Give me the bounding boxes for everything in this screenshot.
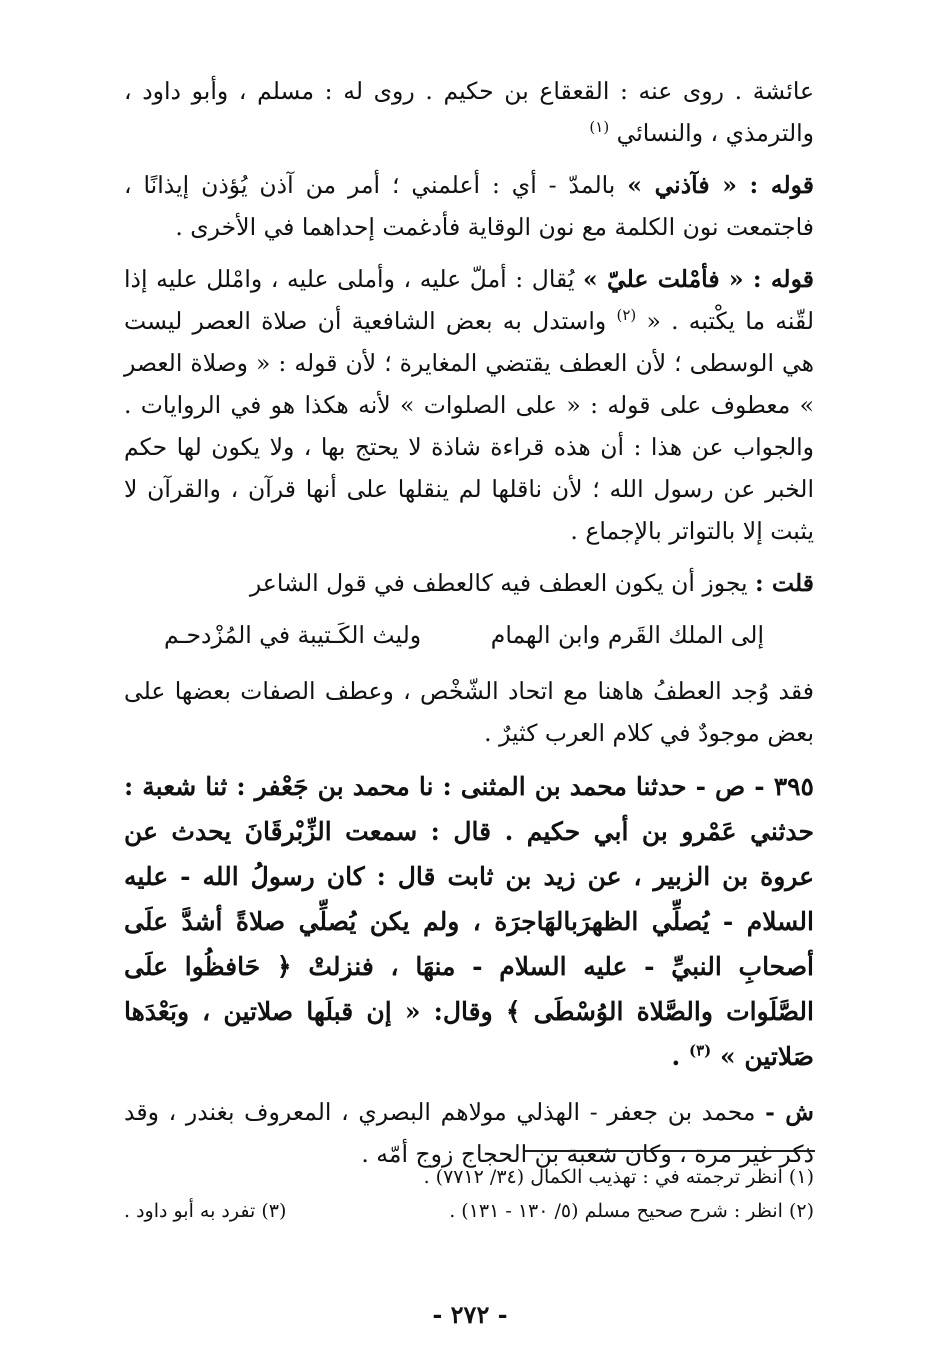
- paragraph-text: واستدل به بعض الشافعية أن صلاة العصر ليست هي الوسطى ؛ لأن العطف يقتضي المغايرة ؛ لأن قوله : « وصلاة العصر » معطوف على قوله : « على الصلوات » لأنه هكذا هو في الروايات . والجواب عن هذا : أن هذه قراءة شاذة لا يحتج بها ، ولا يكون لها حكم الخبر عن رسول الله ؛ لأن ناقلها لم ينقلها على أنها قرآن ، والقرآن لا يثبت إلا بالتواتر بالإجماع .: [124, 307, 814, 545]
- paragraph-text: يُقال : أملّ عليه ، وأملى عليه ، وامْلل عليه إذا لقّنه ما يكْتبه . «: [124, 265, 814, 335]
- hadith-end: .: [671, 1042, 681, 1071]
- paragraph-text: يجوز أن يكون العطف فيه كالعطف في قول الشاعر: [249, 569, 748, 597]
- footnote-row: [124, 1194, 814, 1228]
- paragraph-famlat: [124, 258, 814, 552]
- poem-verse: [164, 614, 764, 656]
- paragraph-label: قلت :: [755, 569, 814, 597]
- paragraph-text: محمد بن جعفر - الهذلي مولاهم البصري ، المعروف بغندر ، وقد ذكر غير مرة ، وكان شعبة بن الحجاج زوج أمّه .: [124, 1098, 814, 1168]
- paragraph-narrator: [124, 70, 814, 154]
- footnote-ref[interactable]: (٢): [616, 306, 637, 325]
- hadith-body: ٣٩٥ - ص - حدثنا محمد بن المثنى : نا محمد بن جَعْفر : ثنا شعبة : حدثني عَمْرو بن أبي حكيم . قال : سمعت الزِّبْرقَانَ يحدث عن عروة بن الزبير ، عن زيد بن ثابت قال : كان رسولُ الله - عليه السلام - يُصلِّي الظهرَبالهَاجرَة ، ولم يكن يُصلِّي صلاةً أشدَّ علَى أصحابِ النبيِّ - عليه السلام - منهَا ، فنزلتْ ﴿ حَافظُوا علَى الصَّلَوات والصَّلاة الوُسْطَى ﴾ وقال: « إن قبلَها صلاتين ، وبَعْدَها صَلاتين »: [124, 772, 814, 1071]
- footnote-2: (٢) انظر : شرح صحيح مسلم (٥/ ١٣٠ - ١٣١) .: [449, 1200, 814, 1222]
- hadith-text: [124, 764, 814, 1079]
- paragraph-label: قوله : « فأمْلت عليّ »: [583, 265, 814, 293]
- paragraph-qultu: [124, 562, 814, 604]
- paragraph-label: ش -: [765, 1098, 814, 1126]
- poem-first-hemistich: إلى الملك القَرم وابن الهمام: [490, 621, 764, 649]
- footnotes: [124, 1160, 814, 1228]
- main-text: [124, 70, 814, 1185]
- paragraph-label: قوله : « فآذني »: [627, 171, 814, 199]
- footnote-ref[interactable]: (١): [589, 118, 610, 137]
- paragraph-text: بالمدّ - أي : أعلمني ؛ أمر من آذن يُؤذن إيذانًا ، فاجتمعت نون الكلمة مع نون الوقاية فأدغمت إحداهما في الأخرى .: [124, 171, 814, 241]
- footnote-divider: [525, 1150, 815, 1152]
- paragraph-fadhini: [124, 164, 814, 248]
- paragraph-text: فقد وُجد العطفُ هاهنا مع اتحاد الشّخْص ، وعطف الصفات بعضها على بعض موجودٌ في كلام العرب كثيرٌ .: [124, 677, 814, 747]
- footnote-3: (٣) تفرد به أبو داود .: [124, 1200, 287, 1222]
- page-number: - ٢٧٢ -: [432, 1300, 508, 1329]
- footnote-ref[interactable]: (٣): [688, 1041, 712, 1060]
- footnote-1: (١) انظر ترجمته في : تهذيب الكمال (٣٤/ ٧٧١٢) .: [423, 1166, 814, 1188]
- paragraph-text: عائشة . روى عنه : القعقاع بن حكيم . روى له : مسلم ، وأبو داود ، والترمذي ، والنسائي: [124, 77, 814, 147]
- poem-second-hemistich: وليث الكَـتيبة في المُزْدحـم: [164, 621, 422, 649]
- paragraph-atf: [124, 670, 814, 754]
